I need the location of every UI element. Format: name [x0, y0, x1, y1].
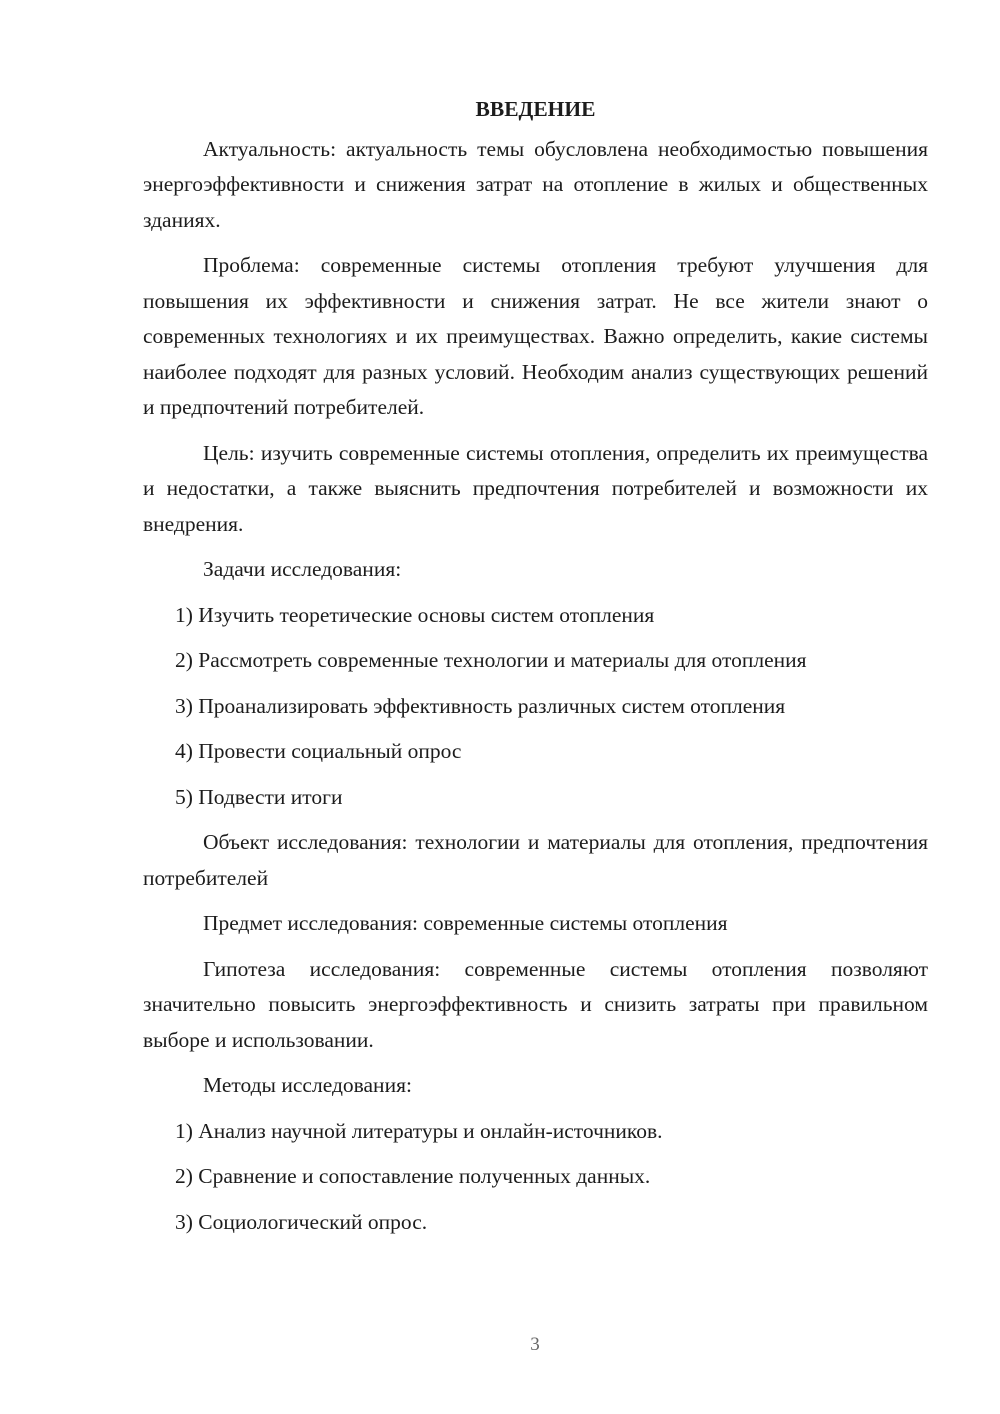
- task-item: 3) Проанализировать эффективность различных систем отопления: [175, 693, 786, 718]
- subject-paragraph: Предмет исследования: современные системы отопления: [203, 911, 728, 935]
- method-item: 3) Социологический опрос.: [175, 1209, 428, 1234]
- tasks-heading: Задачи исследования:: [203, 557, 402, 581]
- methods-heading: Методы исследования:: [203, 1073, 412, 1097]
- task-item: 4) Провести социальный опрос: [175, 739, 462, 763]
- task-item: 5) Подвести итоги: [175, 784, 343, 809]
- object-paragraph: Объект исследования: технологии и материалы для отопления, предпочтения потребителей: [143, 830, 928, 890]
- goal-paragraph: Цель: изучить современные системы отопления, определить их преимущества и недостатки, а также выяснить предпочтения потребителей и возможности их внедрения.: [143, 440, 928, 536]
- task-item: 2) Рассмотреть современные технологии и материалы для отопления: [175, 648, 807, 672]
- relevance-paragraph: Актуальность: актуальность темы обусловлена необходимостью повышения энергоэффективности и снижения затрат на отопление в жилых и общественных зданиях.: [143, 136, 928, 232]
- hypothesis-paragraph: Гипотеза исследования: современные системы отопления позволяют значительно повысить энергоэффективность и снизить затраты при правильном выборе и использовании.: [143, 956, 928, 1052]
- page-number: 3: [530, 1334, 540, 1355]
- method-item: 1) Анализ научной литературы и онлайн-источников.: [175, 1118, 663, 1143]
- section-title: ВВЕДЕНИЕ: [475, 97, 596, 121]
- method-item: 2) Сравнение и сопоставление полученных данных.: [175, 1164, 651, 1188]
- page-content: [143, 92, 928, 1250]
- problem-paragraph: Проблема: современные системы отопления требуют улучшения для повышения их эффективности и снижения затрат. Не все жители знают о современных технологиях и их преимуществах. Важно определить, какие системы наиболее подходят для разных условий. Необходим анализ существующих решений и предпочтений потребителей.: [143, 253, 928, 419]
- task-item: 1) Изучить теоретические основы систем отопления: [175, 602, 655, 627]
